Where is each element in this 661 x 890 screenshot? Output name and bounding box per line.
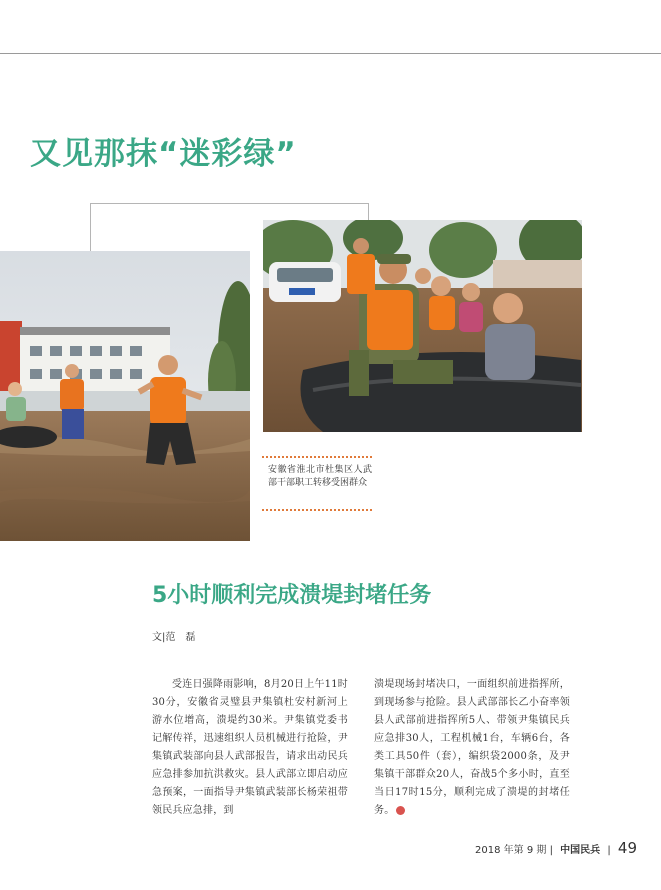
photo-left-image bbox=[0, 251, 250, 541]
photo-right bbox=[263, 220, 582, 432]
footer-issue: 2018 年第 9 期 bbox=[475, 845, 547, 856]
article-subtitle: 5小时顺利完成溃堤封堵任务 bbox=[152, 583, 432, 608]
photo-caption-box bbox=[262, 456, 372, 512]
frame-line-left bbox=[90, 203, 91, 251]
body-column-left bbox=[152, 676, 348, 820]
footer-publication: 中国民兵 bbox=[560, 845, 601, 856]
footer-separator: | bbox=[549, 845, 553, 856]
top-rule bbox=[0, 53, 661, 54]
frame-line-top bbox=[90, 203, 369, 204]
photo-caption: 安徽省淮北市杜集区人武部干部职工转移受困群众 bbox=[268, 465, 372, 488]
caption-dotted-rule-bottom bbox=[262, 509, 372, 511]
page-footer bbox=[475, 839, 637, 857]
caption-dotted-rule-top bbox=[262, 456, 372, 458]
frame-line-right bbox=[368, 203, 369, 221]
article-headline: 又见那抹“迷彩绿” bbox=[30, 136, 297, 172]
page-number: 49 bbox=[617, 839, 637, 857]
body-column-right bbox=[374, 676, 570, 820]
body-text-left: 受连日强降雨影响，8月20日上午11时30分，安徽省灵璧县尹集镇杜安村新河上游水位增高，溃堤约30米。尹集镇党委书记解传祥，迅速组织人员机械进行抢险，尹集镇武装部向县人武部报告，请求出动民兵应急排参加抗洪救灾。县人武部立即启动应急预案，一面指导尹集镇武装部长杨荣祖带领民兵应急排，到 bbox=[152, 679, 348, 816]
photo-right-image bbox=[263, 220, 582, 432]
byline: 文|范 磊 bbox=[152, 632, 196, 643]
body-text-right: 溃堤现场封堵决口，一面组织前进指挥所，到现场参与抢险。县人武部部长乙小奋率领县人武部前进指挥所5人、带领尹集镇民兵应急排30人，工程机械1台，车辆6台，各类工具50件（套），编织袋2000条，及尹集镇干部群众20人，奋战5个多小时，直至当日17时15分，顺利完成了溃堤的封堵任务。 bbox=[374, 679, 570, 816]
footer-separator: | bbox=[607, 845, 611, 856]
photo-left bbox=[0, 251, 250, 541]
end-mark-icon bbox=[396, 806, 405, 815]
